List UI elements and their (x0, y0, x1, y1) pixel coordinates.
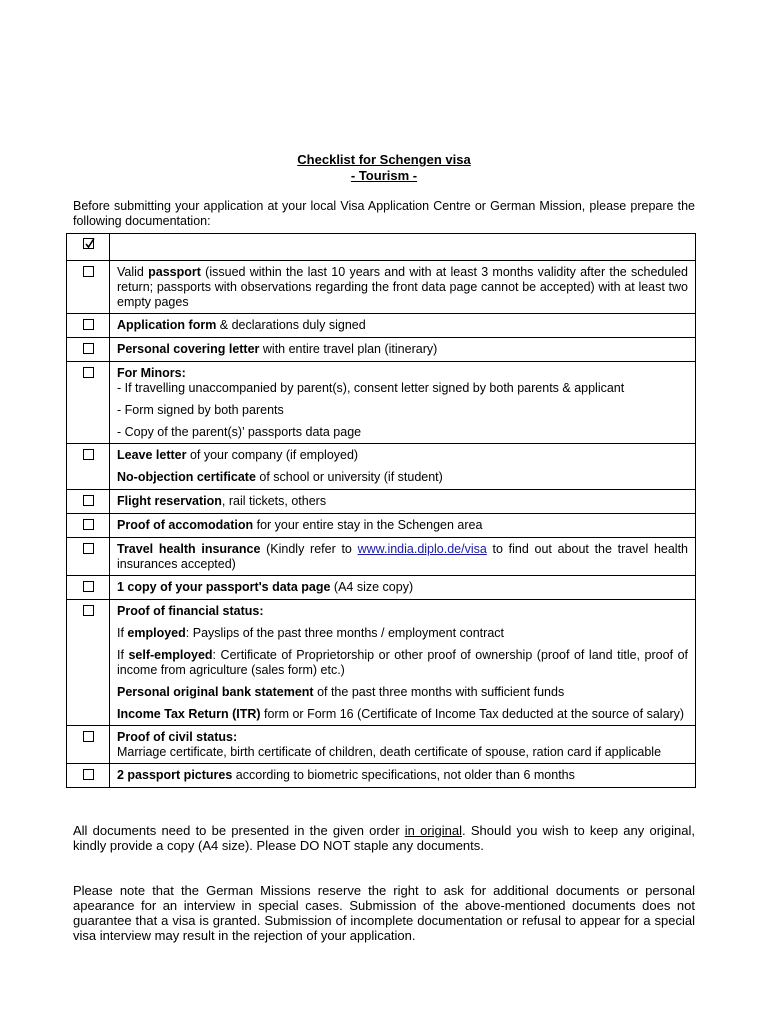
checklist-row-minors: For Minors: - If travelling unaccompanied by parent(s), consent letter signed by both parents & applicant - Form signed by both parents - Copy of the parent(s)’ passports data page (67, 362, 696, 444)
checkbox[interactable] (83, 519, 94, 530)
checkbox[interactable] (83, 343, 94, 354)
checklist-row-civil-status: Proof of civil status: Marriage certificate, birth certificate of children, death certificate of spouse, ration card if applicable (67, 726, 696, 764)
visa-info-link[interactable]: www.india.diplo.de/visa (357, 542, 487, 556)
checkbox[interactable] (83, 367, 94, 378)
page-title: Checklist for Schengen visa (297, 152, 471, 167)
checkbox[interactable] (83, 449, 94, 460)
checklist-row-accomodation: Proof of accomodation for your entire stay in the Schengen area (67, 514, 696, 538)
footer-note-disclaimer: Please note that the German Missions reserve the right to ask for additional documents or personal apearance for an interview in special cases. Submission of the above-mentioned documents does not guarantee that a visa is granted. Submission of incomplete documentation or refusal to appear for a special visa interview may result in the rejection of your application. (73, 883, 695, 943)
checkbox[interactable] (83, 581, 94, 592)
checklist-row-flight: Flight reservation, rail tickets, others (67, 490, 696, 514)
checklist-row-passport: Valid passport (issued within the last 10 years and with at least 3 months validity after the scheduled return; passports with observations regarding the front data page cannot be accepted) with at least two empty pages (67, 261, 696, 314)
checklist-table (66, 233, 696, 788)
checkbox[interactable] (83, 543, 94, 554)
checklist-row-insurance: Travel health insurance (Kindly refer to www.india.diplo.de/visa to find out about the travel health insurances accepted) (67, 538, 696, 576)
checklist-row-pictures: 2 passport pictures according to biometric specifications, not older than 6 months (67, 764, 696, 788)
checkbox[interactable] (83, 319, 94, 330)
footer-note-documents: All documents need to be presented in the given order in original. Should you wish to keep any original, kindly provide a copy (A4 size). Please DO NOT staple any documents. (73, 823, 696, 853)
page-subtitle: - Tourism - (350, 168, 418, 183)
checked-checkbox-icon[interactable] (83, 238, 94, 249)
checkbox[interactable] (83, 731, 94, 742)
checklist-row-leave-letter: Leave letter of your company (if employed) No-objection certificate of school or university (if student) (67, 444, 696, 490)
checklist-row-covering-letter: Personal covering letter with entire travel plan (itinerary) (67, 338, 696, 362)
checklist-row-application-form: Application form & declarations duly signed (67, 314, 696, 338)
checkbox[interactable] (83, 605, 94, 616)
checkbox[interactable] (83, 495, 94, 506)
checkbox[interactable] (83, 266, 94, 277)
checklist-row-financial: Proof of financial status: If employed: Payslips of the past three months / employment contract If self-employed: Certificate of Proprietorship or other proof of ownership (proof of land title, proof of income from agriculture (sales form) etc.) Personal original bank statement of the past three months with sufficient funds Income Tax Return (ITR) form or Form 16 (Certificate of Income Tax deducted at the source of salary) (67, 600, 696, 726)
checkbox[interactable] (83, 769, 94, 780)
checklist-row-passport-copy: 1 copy of your passport's data page (A4 size copy) (67, 576, 696, 600)
intro-paragraph: Before submitting your application at your local Visa Application Centre or German Mission, please prepare the following documentation: (73, 199, 695, 228)
header-row (67, 234, 696, 261)
